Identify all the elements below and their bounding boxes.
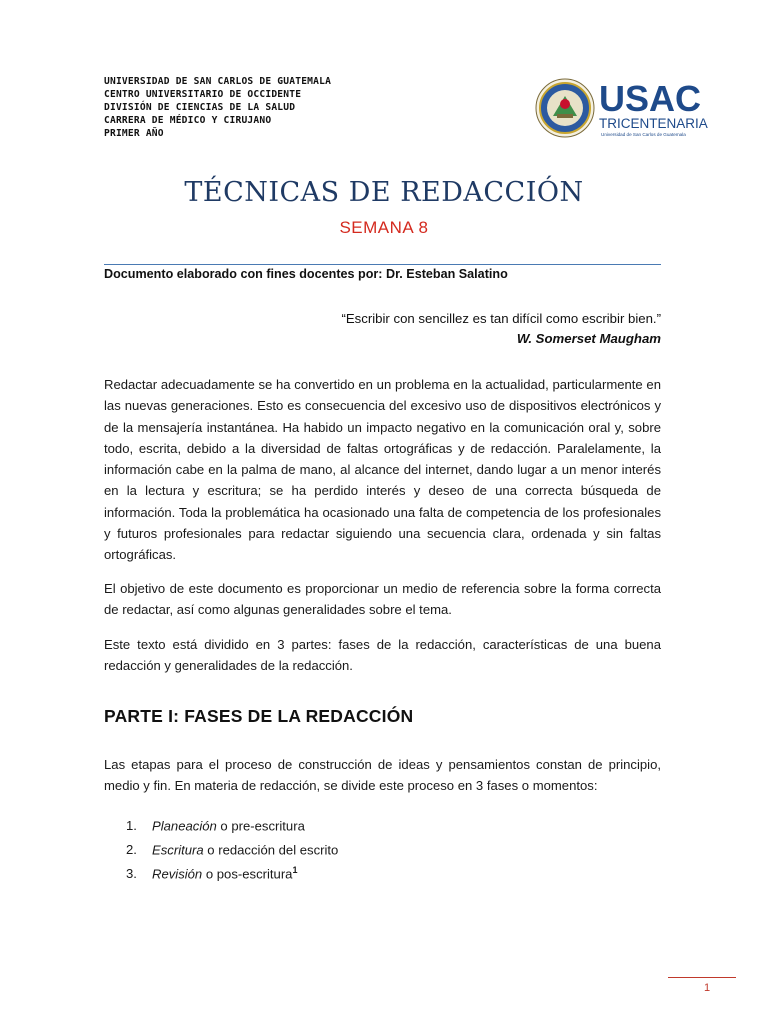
epigraph: [341, 309, 661, 349]
list-number: 2.: [126, 842, 137, 858]
institution-header: [104, 76, 331, 141]
list-rest: o redacción del escrito: [203, 842, 339, 858]
paragraph: El objetivo de este documento es proporcionar un medio de referencia sobre la forma correcta de redactar, así como algunas generalidades sobre el tema.: [104, 581, 661, 618]
footnote-ref: 1: [292, 865, 298, 875]
document-subtitle: SEMANA 8: [339, 218, 429, 237]
list-rest: o pre-escritura: [216, 818, 305, 834]
paragraph: Redactar adecuadamente se ha convertido en un problema en la actualidad, particularmente en las nuevas generaciones. Esto es consecuencia del excesivo uso de dispositivos electrónicos y de la mensajería instantánea. Ha habido un impacto negativo en la comunicación oral y, sobre todo, escrita, debido a la diversidad de faltas ortográficas y de redacción. Paralelamente, la información cabe en la palma de mano, al alcance del internet, dando lugar a un menor interés en la lectura y escritura; se ha perdido interés y deseo de una correcta búsqueda de información. Toda la problemática ha ocasionado una falta de competencia de los profesionales y futuros profesionales para redactar siguiendo una secuencia clara, ordenada y sin faltas ortográficas.: [104, 377, 661, 563]
header-line: DIVISIÓN DE CIENCIAS DE LA SALUD: [104, 101, 296, 113]
logo-wordmark: USAC: [599, 78, 702, 119]
list-item: [126, 813, 338, 837]
page-number-divider: [668, 977, 736, 978]
author-line: Documento elaborado con fines docentes por: Dr. Esteban Salatino: [104, 267, 508, 281]
logo-subtext: TRICENTENARIA: [599, 116, 708, 131]
header-line: PRIMER AÑO: [104, 127, 164, 139]
quote-text: “Escribir con sencillez es tan difícil como escribir bien.”: [341, 311, 661, 326]
usac-logo: [535, 76, 711, 140]
page-number: 1: [704, 982, 711, 994]
university-seal-icon: [536, 79, 594, 137]
list-number: 3.: [126, 866, 137, 882]
paragraph: Este texto está dividido en 3 partes: fases de la redacción, características de una buena redacción y generalidades de la redacción.: [104, 637, 661, 674]
phases-list: [126, 813, 338, 885]
list-rest: o pos-escritura: [202, 866, 293, 882]
header-line: CARRERA DE MÉDICO Y CIRUJANO: [104, 114, 272, 126]
section-heading: PARTE I: FASES DE LA REDACCIÓN: [104, 706, 414, 726]
title-divider: [104, 264, 661, 265]
section-intro: Las etapas para el proceso de construcción de ideas y pensamientos constan de principio, medio y fin. En materia de redacción, se divide este proceso en 3 fases o momentos:: [104, 757, 661, 794]
list-term: Planeación: [152, 818, 217, 834]
list-item: [126, 861, 338, 885]
list-term: Revisión: [152, 866, 203, 882]
list-term: Escritura: [152, 842, 204, 858]
header-line: CENTRO UNIVERSITARIO DE OCCIDENTE: [104, 88, 302, 100]
logo-tagline: Universidad de San Carlos de Guatemala: [601, 132, 686, 137]
document-title: TÉCNICAS DE REDACCIÓN: [184, 177, 584, 208]
quote-author: W. Somerset Maugham: [516, 331, 661, 346]
list-number: 1.: [126, 818, 137, 834]
header-line: UNIVERSIDAD DE SAN CARLOS DE GUATEMALA: [104, 76, 332, 87]
list-item: [126, 837, 338, 861]
